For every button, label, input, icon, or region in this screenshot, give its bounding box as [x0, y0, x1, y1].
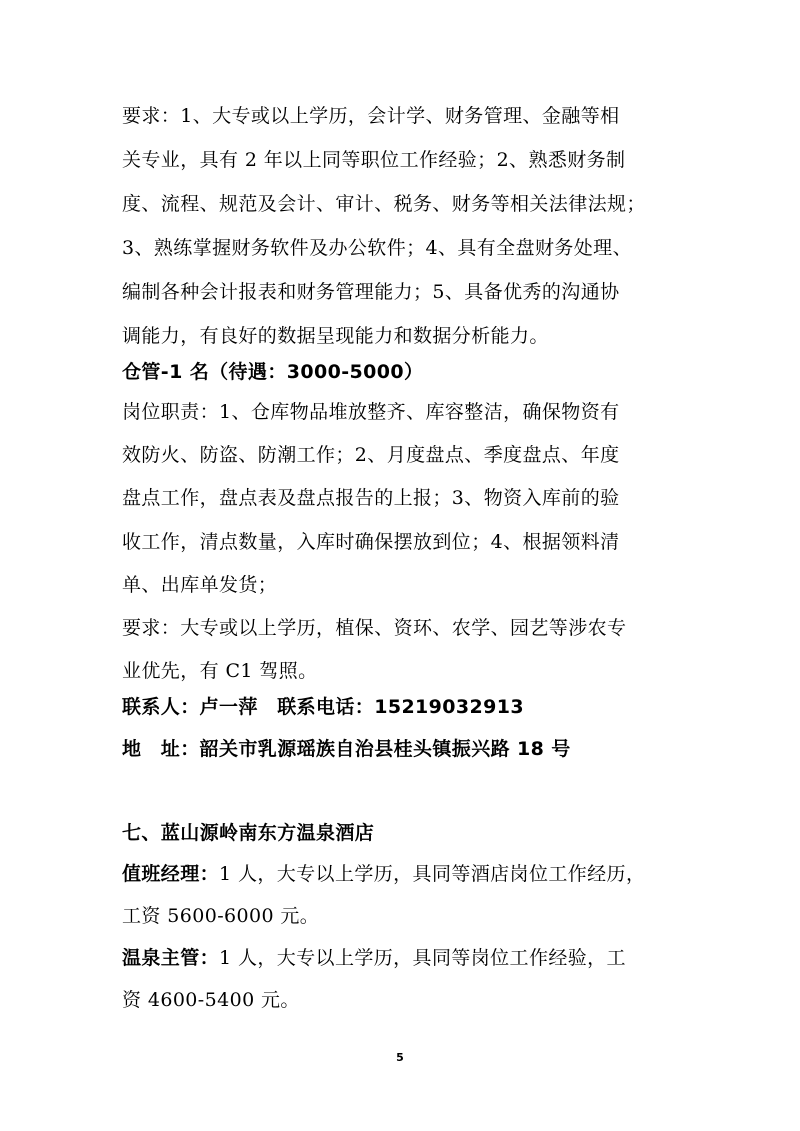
hot-spring-text: 1 人，大专以上学历，具同等岗位工作经验，工: [219, 947, 626, 969]
page-number: 5: [396, 1051, 404, 1064]
requirements-line: 编制各种会计报表和财务管理能力；5、具备优秀的沟通协: [122, 281, 620, 303]
hot-spring-label: 温泉主管：: [122, 947, 220, 969]
warehouse-duty-line: 效防火、防盗、防潮工作；2、月度盘点、季度盘点、年度: [122, 444, 620, 466]
requirements-line: 度、流程、规范及会计、审计、税务、财务等相关法律法规；: [122, 193, 646, 215]
requirements-line: 调能力，有良好的数据呈现能力和数据分析能力。: [122, 325, 549, 347]
duty-manager-salary: 工资 5600-6000 元。: [122, 905, 320, 927]
duty-manager-text: 1 人，大专以上学历，具同等酒店岗位工作经历，: [219, 863, 646, 885]
address-line: 地 址：韶关市乳源瑶族自治县桂头镇振兴路 18 号: [122, 738, 571, 760]
warehouse-heading: 仓管-1 名（待遇：3000-5000）: [122, 361, 424, 383]
hot-spring-line: [122, 946, 626, 970]
warehouse-duty-line: 收工作，清点数量，入库时确保摆放到位；4、根据领料清: [122, 531, 620, 553]
warehouse-duty-line: 岗位职责：1、仓库物品堆放整齐、库容整洁，确保物资有: [122, 401, 620, 423]
section-heading: 七、蓝山源岭南东方温泉酒店: [122, 822, 375, 844]
duty-manager-label: 值班经理：: [122, 863, 220, 885]
warehouse-duty-line: 盘点工作，盘点表及盘点报告的上报；3、物资入库前的验: [122, 487, 620, 509]
warehouse-requirement-line: 要求：大专或以上学历，植保、资环、农学、园艺等涉农专: [122, 617, 627, 639]
requirements-line: 关专业，具有 2 年以上同等职位工作经验；2、熟悉财务制: [122, 149, 626, 171]
contact-line: 联系人：卢一萍 联系电话：15219032913: [122, 696, 525, 718]
warehouse-duty-line: 单、出库单发货；: [122, 574, 278, 596]
requirements-line: 要求：1、大专或以上学历，会计学、财务管理、金融等相: [122, 105, 620, 127]
hot-spring-salary: 资 4600-5400 元。: [122, 989, 300, 1011]
requirements-line: 3、熟练掌握财务软件及办公软件；4、具有全盘财务处理、: [122, 237, 632, 259]
warehouse-requirement-line: 业优先，有 C1 驾照。: [122, 660, 318, 682]
duty-manager-line: [122, 862, 645, 886]
